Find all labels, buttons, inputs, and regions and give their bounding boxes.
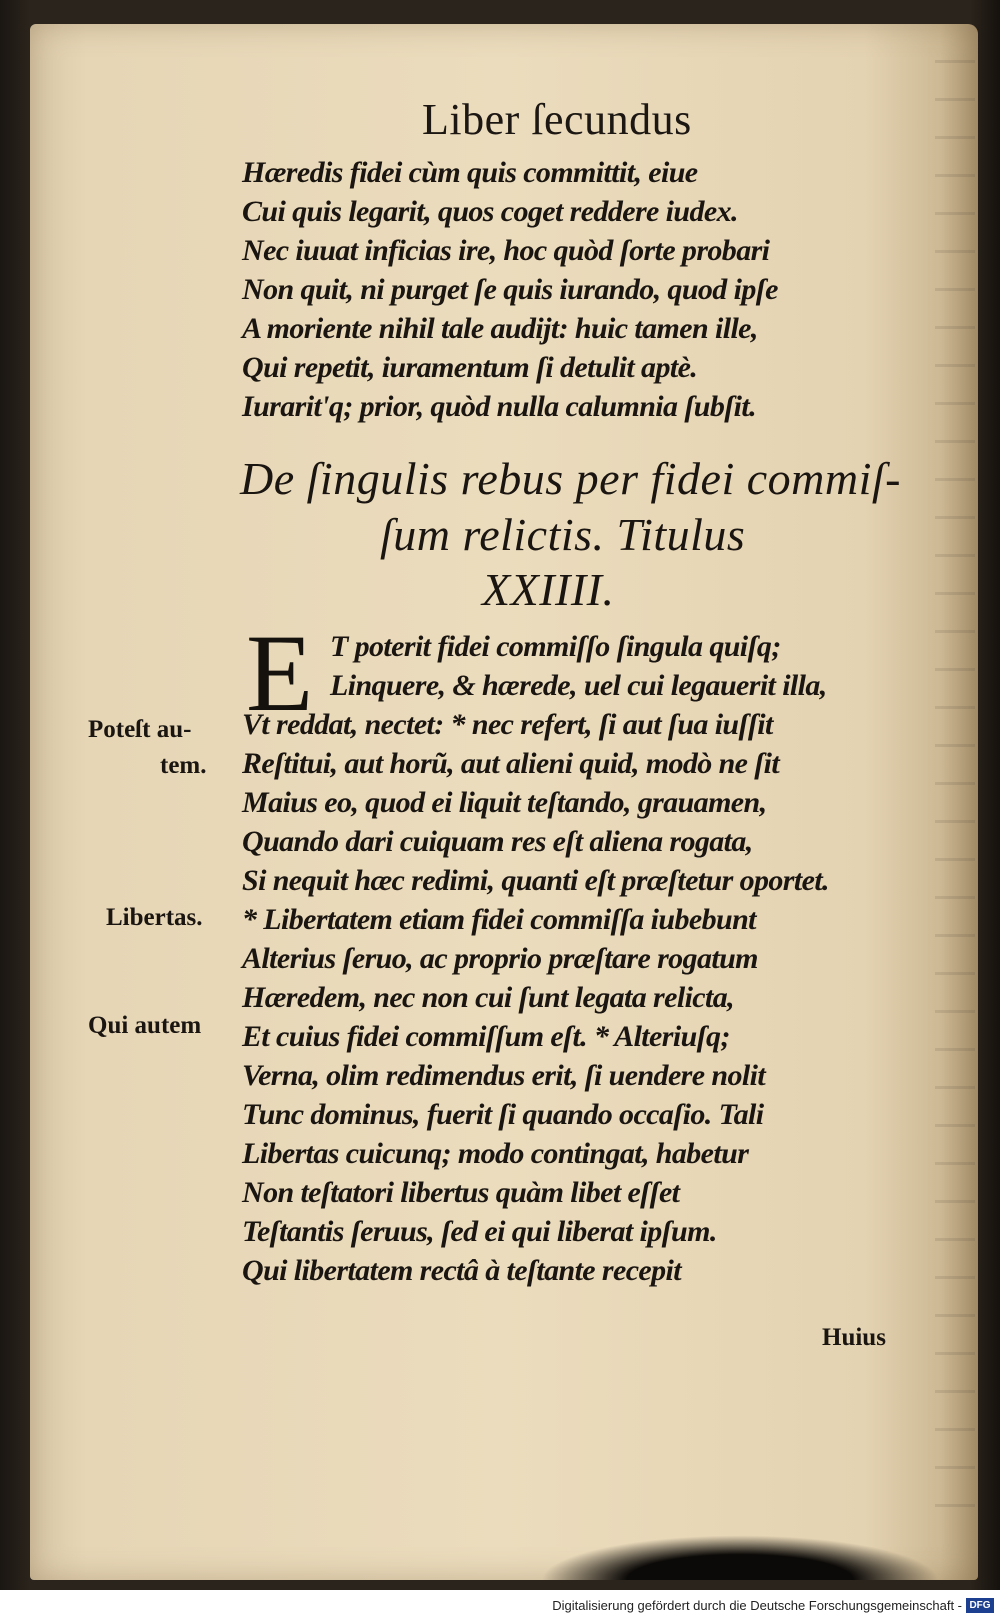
verse-line: Si nequit hæc redimi, quanti eſt præſtetur oportet.: [242, 864, 829, 897]
drop-capital: E: [246, 612, 314, 734]
verse-line: Non quit, ni purget ſe quis iurando, quod ipſe: [242, 273, 778, 306]
dfg-logo: DFG: [966, 1598, 994, 1613]
verse-line: Linquere, & hærede, uel cui legauerit illa,: [330, 669, 827, 702]
verse-line: T poterit fidei commiſſo ſingula quiſq;: [330, 630, 781, 663]
verse-line: Libertas cuicunq; modo contingat, habetur: [242, 1137, 749, 1170]
verse-line: Vt reddat, nectet: * nec refert, ſi aut ſua iuſſit: [242, 708, 773, 741]
verse-line: Cui quis legarit, quos coget reddere iudex.: [242, 195, 738, 228]
verse-line: Tunc dominus, fuerit ſi quando occaſio. Tali: [242, 1098, 764, 1131]
verse-line: Qui libertatem rectâ à teſtante recepit: [242, 1254, 682, 1287]
section-title-line: ſum relictis. Titulus: [380, 509, 746, 560]
verse-line: Non teſtatori libertus quàm libet eſſet: [242, 1176, 680, 1209]
catchword: Huius: [822, 1324, 886, 1351]
marginal-note: Poteſt au-: [88, 716, 192, 743]
marginal-note: Qui autem: [88, 1012, 202, 1039]
verse-line: Verna, olim redimendus erit, ſi uendere nolit: [242, 1059, 766, 1092]
verse-line: Iurarit'q; prior, quòd nulla calumnia ſubſit.: [242, 390, 756, 423]
verse-line: A moriente nihil tale audijt: huic tamen ille,: [242, 312, 758, 345]
marginal-note: Libertas.: [106, 904, 203, 931]
verse-line: * Libertatem etiam fidei commiſſa iubebunt: [242, 903, 756, 936]
verse-line: Alterius ſeruo, ac proprio præſtare rogatum: [242, 942, 758, 975]
verse-line: Reſtitui, aut horũ, aut alieni quid, modò ne ſit: [242, 747, 780, 780]
verse-line: Hæredem, nec non cui ſunt legata relicta,: [242, 981, 735, 1014]
verse-line: Teſtantis ſeruus, ſed ei qui liberat ipſum.: [242, 1215, 717, 1248]
verse-line: Nec iuuat inficias ire, hoc quòd ſorte probari: [242, 234, 770, 267]
verse-line: Quando dari cuiquam res eſt aliena rogata,: [242, 825, 753, 858]
verse-line: Et cuius fidei commiſſum eſt. * Alteriuſq;: [242, 1020, 730, 1053]
marginal-note: tem.: [160, 752, 207, 779]
verse-line: Hæredis fidei cùm quis committit, eiue: [242, 156, 698, 189]
running-header: Liber ſecundus: [422, 95, 692, 144]
digitization-credit: Digitalisierung gefördert durch die Deutsche Forschungsgemeinschaft -: [552, 1598, 962, 1613]
verse-line: Maius eo, quod ei liquit teſtando, grauamen,: [242, 786, 767, 819]
section-title-line: De ſingulis rebus per fidei commiſ-: [240, 453, 901, 504]
torn-page-edge: [540, 1535, 940, 1580]
section-title-line: XXIIII.: [482, 564, 615, 615]
verse-line: Qui repetit, iuramentum ſi detulit aptè.: [242, 351, 698, 384]
show-through-bleed: [935, 60, 975, 1540]
